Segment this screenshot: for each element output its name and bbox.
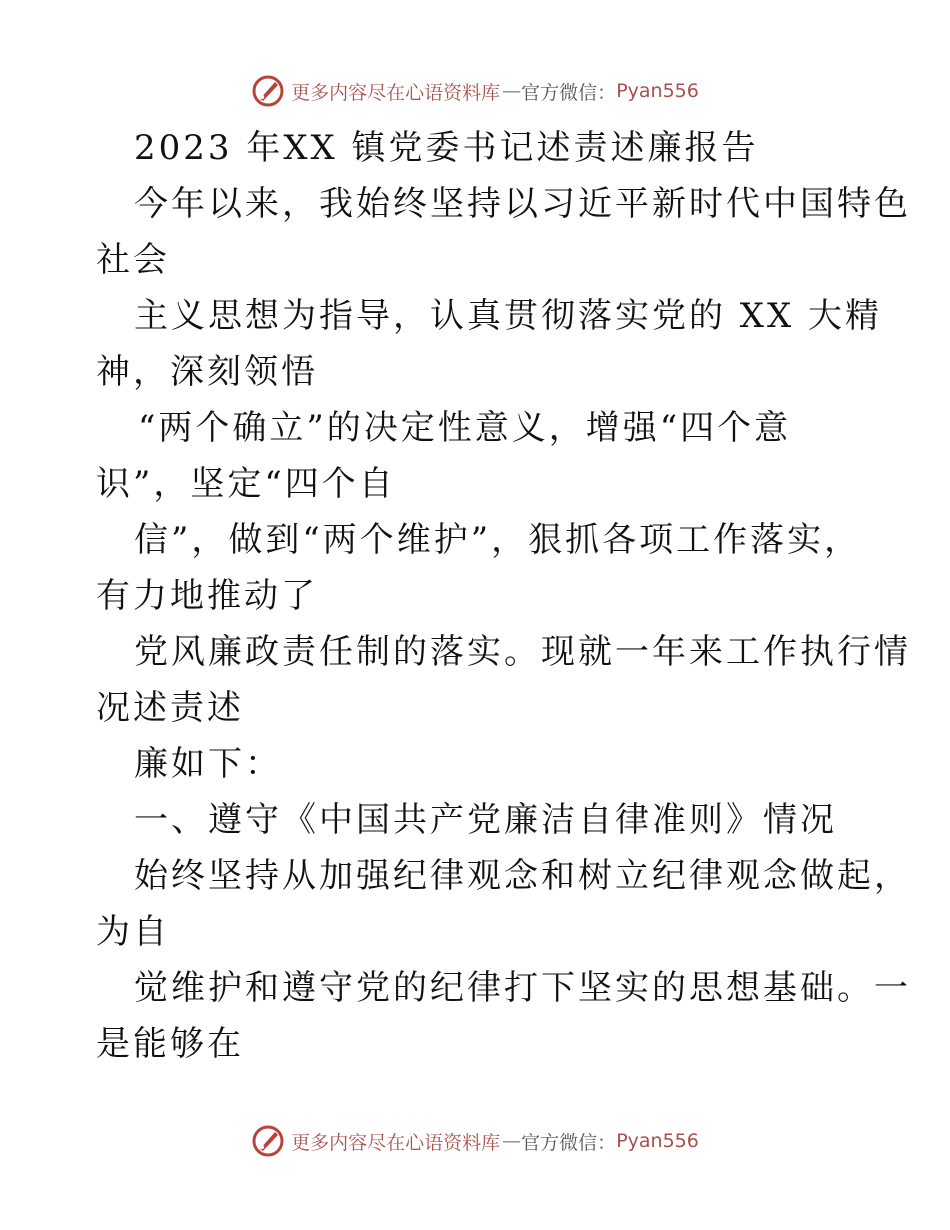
body-line: 始终坚持从加强纪律观念和树立纪律观念做起， bbox=[134, 856, 911, 896]
body-line: “两个确立”的决定性意义，增强“四个意 bbox=[138, 408, 792, 448]
pen-nib-logo-icon bbox=[251, 1124, 285, 1158]
body-line: 社会 bbox=[96, 240, 170, 280]
watermark-wechat-label: 官方微信： bbox=[521, 1131, 617, 1154]
body-line: 是能够在 bbox=[96, 1024, 244, 1064]
document-title: 2023 年XX 镇党委书记述责述廉报告 bbox=[134, 128, 759, 168]
body-line: 况述责述 bbox=[96, 688, 244, 728]
watermark-footer bbox=[0, 1121, 950, 1161]
watermark-text: 更多内容尽在心语资料库 bbox=[291, 81, 501, 104]
watermark-wechat-id: Pyan556 bbox=[616, 80, 699, 102]
body-line: 为自 bbox=[96, 912, 170, 952]
body-line: 有力地推动了 bbox=[96, 576, 318, 616]
watermark-header bbox=[0, 71, 950, 111]
body-line: 觉维护和遵守党的纪律打下坚实的思想基础。一 bbox=[134, 968, 911, 1008]
body-line: 主义思想为指导，认真贯彻落实党的 XX 大精 bbox=[134, 296, 883, 336]
section-heading: 一、遵守《中国共产党廉洁自律准则》情况 bbox=[134, 800, 837, 840]
pen-nib-logo-icon bbox=[251, 74, 285, 108]
watermark-separator: — bbox=[502, 80, 520, 102]
body-line: 信”，做到“两个维护”，狠抓各项工作落实， bbox=[134, 520, 862, 560]
body-line: 神，深刻领悟 bbox=[96, 352, 318, 392]
watermark-separator: — bbox=[502, 1130, 520, 1152]
body-line: 党风廉政责任制的落实。现就一年来工作执行情 bbox=[134, 632, 911, 672]
body-line: 今年以来，我始终坚持以习近平新时代中国特色 bbox=[134, 184, 911, 224]
watermark-wechat-id: Pyan556 bbox=[616, 1130, 699, 1152]
body-line: 廉如下： bbox=[134, 744, 282, 784]
watermark-text: 更多内容尽在心语资料库 bbox=[291, 1131, 501, 1154]
document-body bbox=[96, 120, 911, 1072]
watermark-wechat-label: 官方微信： bbox=[521, 81, 617, 104]
body-line: 识”，坚定“四个自 bbox=[96, 464, 396, 504]
